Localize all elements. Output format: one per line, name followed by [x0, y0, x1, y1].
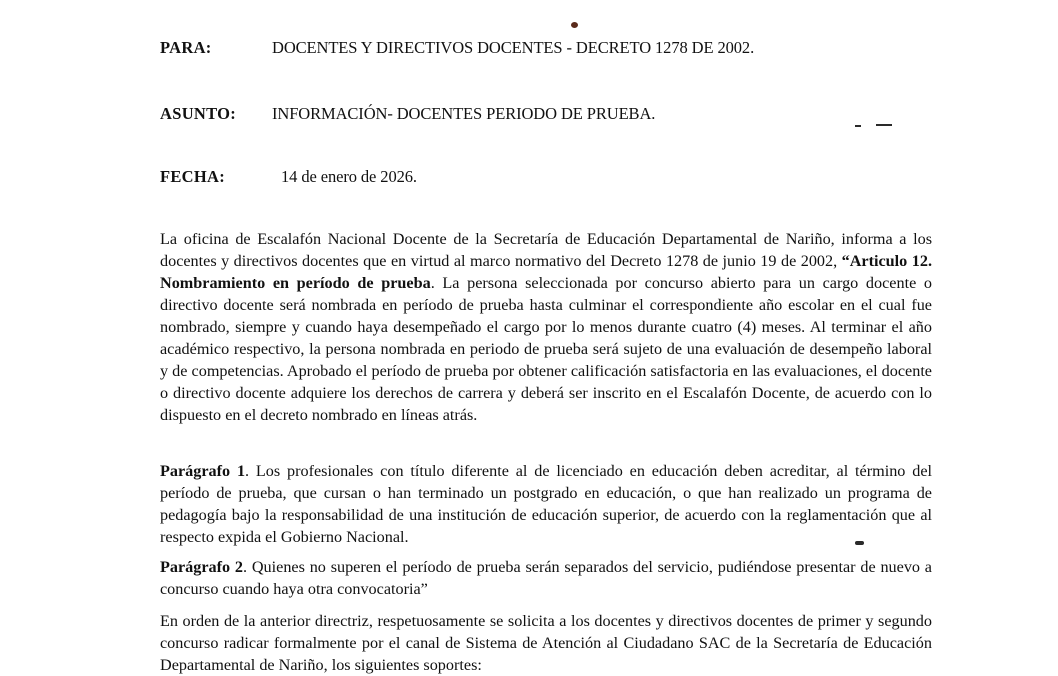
- intro-paragraph: [160, 228, 932, 426]
- intro-text-start: La oficina de Escalafón Nacional Docente de la Secretaría de Educación Departamental de Nariño, informa a los docentes y directivos docentes que en virtud al marco normativo del Decreto 1278 de junio 19 de 2002,: [160, 230, 932, 270]
- asunto-value: INFORMACIÓN- DOCENTES PERIODO DE PRUEBA.: [272, 104, 656, 123]
- paragrafo-1: [160, 460, 932, 548]
- asunto-label: ASUNTO:: [160, 104, 237, 123]
- paragrafo-2-text: . Quienes no superen el período de prueba serán separados del servicio, pudiéndose presentar de nuevo a concurso cuando haya otra convocatoria”: [160, 558, 932, 598]
- fecha-value: 14 de enero de 2026.: [281, 167, 417, 186]
- paragrafo-1-label: Parágrafo 1: [160, 462, 246, 480]
- fecha-label: FECHA:: [160, 167, 226, 186]
- paragrafo-2: [160, 556, 932, 600]
- article-12-heading: “Articulo 12. Nombramiento en período de prueba: [160, 252, 932, 292]
- paragrafo-1-text: . Los profesionales con título diferente al de licenciado en educación deben acreditar, al término del período de prueba, que cursan o han terminado un postgrado en educación, o que han realizado un programa de pedagogía bajo la responsabilidad de una institución de educación superior, de acuerdo con la reglamentación que al respecto expida el Gobierno Nacional.: [160, 462, 932, 546]
- para-value: DOCENTES Y DIRECTIVOS DOCENTES - DECRETO 1278 DE 2002.: [272, 38, 755, 57]
- request-text: En orden de la anterior directriz, respetuosamente se solicita a los docentes y directivos docentes de primer y segundo concurso radicar formalmente por el canal de Sistema de Atención al Ciudadano SAC de la Secretaría de Educación Departamental de Nariño, los siguientes soportes:: [160, 612, 932, 674]
- intro-text-end: . La persona seleccionada por concurso abierto para un cargo docente o directivo docente será nombrada en período de prueba hasta culminar el correspondiente año escolar en el cual fue nombrado, siempre y cuando haya desempeñado el cargo por lo menos durante cuatro (4) meses. Al terminar el año académico respectivo, la persona nombrada en periodo de prueba será sujeto de una evaluación de desempeño laboral y de competencias. Aprobado el período de prueba por obtener calificación satisfactoria en las evaluaciones, el docente o directivo docente adquiere los derechos de carrera y deberá ser inscrito en el Escalafón Docente, de acuerdo con lo dispuesto en el decreto nombrado en líneas atrás.: [160, 274, 932, 424]
- request-paragraph: [160, 610, 932, 676]
- paragrafo-2-label: Parágrafo 2: [160, 558, 244, 576]
- para-label: PARA:: [160, 38, 212, 57]
